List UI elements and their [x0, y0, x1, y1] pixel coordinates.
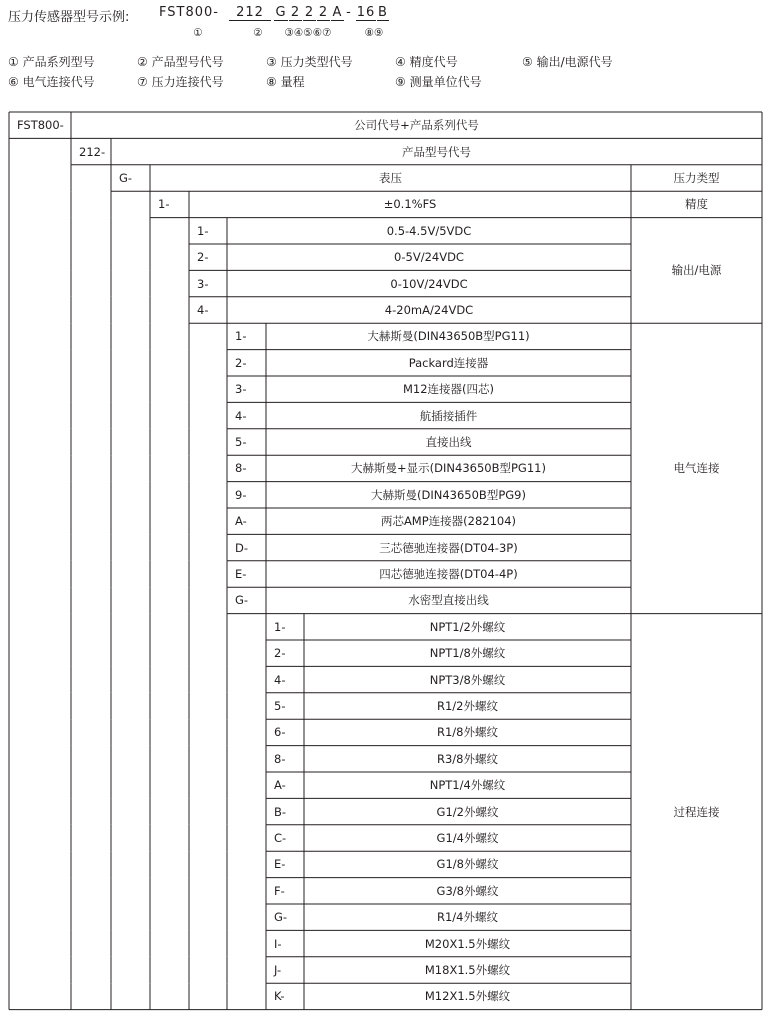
- series-desc: 公司代号+产品系列代号: [354, 118, 479, 133]
- category-pressure-type: 压力类型: [673, 171, 720, 185]
- process-code: A-: [274, 778, 286, 793]
- electrical-desc: 四芯德驰连接器(DT04-4P): [379, 567, 518, 581]
- process-desc: R1/2外螺纹: [437, 699, 498, 713]
- legend-item: ⑥ 电气连接代号: [8, 75, 95, 89]
- output-desc: 0-5V/24VDC: [394, 250, 464, 265]
- output-desc: 0.5-4.5V/5VDC: [386, 223, 472, 238]
- output-code: 2-: [197, 250, 209, 265]
- process-code: 8-: [274, 751, 286, 766]
- process-code: B-: [274, 804, 287, 819]
- electrical-code: 5-: [235, 435, 247, 449]
- electrical-desc: 两芯AMP连接器(282104): [380, 514, 517, 529]
- category-process: 过程连接: [673, 804, 720, 819]
- process-desc: NPT3/8外螺纹: [429, 672, 506, 687]
- process-desc: NPT1/4外螺纹: [429, 778, 506, 793]
- process-desc: M18X1.5外螺纹: [424, 963, 511, 977]
- process-code: 5-: [274, 699, 286, 713]
- process-code: C-: [274, 831, 287, 845]
- legend-item: ① 产品系列型号: [8, 55, 95, 69]
- process-desc: G3/8外螺纹: [436, 883, 499, 898]
- code-seg-dash: -: [346, 5, 352, 20]
- electrical-desc: Packard连接器: [408, 355, 489, 370]
- electrical-desc: 大赫斯曼(DIN43650B型PG9): [371, 487, 526, 502]
- pressure-type-desc: 表压: [379, 171, 402, 185]
- code-seg-unit: B: [378, 5, 388, 20]
- electrical-code: 8-: [235, 461, 247, 476]
- code-seg-series: FST800-: [159, 5, 219, 20]
- output-code: 4-: [197, 303, 209, 317]
- electrical-code: A-: [235, 514, 247, 529]
- process-desc: M12X1.5外螺纹: [424, 989, 511, 1004]
- model-desc: 产品型号代号: [402, 144, 471, 159]
- legend-item: ③ 压力类型代号: [266, 55, 353, 69]
- code-marker-3-7: ③④⑤⑥⑦: [284, 27, 332, 39]
- electrical-code: 9-: [235, 487, 247, 502]
- process-code: 4-: [274, 672, 286, 687]
- legend-item: ② 产品型号代号: [137, 55, 224, 69]
- category-accuracy: 精度: [685, 197, 708, 212]
- code-seg-accuracy: 2: [290, 5, 301, 20]
- example-title: 压力传感器型号示例:: [8, 10, 130, 25]
- legend-item: ⑨ 测量单位代号: [395, 75, 482, 89]
- output-desc: 4-20mA/24VDC: [384, 303, 474, 317]
- electrical-desc: 大赫斯曼(DIN43650B型PG11): [367, 329, 530, 344]
- process-code: E-: [274, 857, 286, 872]
- electrical-desc: 直接出线: [425, 435, 472, 449]
- process-desc: R3/8外螺纹: [437, 751, 498, 766]
- code-marker-8-9: ⑧⑨: [364, 27, 384, 39]
- electrical-code: G-: [235, 593, 249, 608]
- category-output: 输出/电源: [671, 263, 722, 278]
- category-electrical: 电气连接: [673, 461, 720, 476]
- process-code: J-: [274, 963, 282, 977]
- process-code: K-: [274, 989, 285, 1004]
- process-code: 6-: [274, 725, 286, 740]
- output-desc: 0-10V/24VDC: [390, 276, 468, 291]
- code-seg-pressure: G: [275, 5, 287, 20]
- output-code: 3-: [197, 276, 209, 291]
- electrical-desc: 大赫斯曼+显示(DIN43650B型PG11): [351, 461, 546, 476]
- electrical-desc: 三芯德驰连接器(DT04-3P): [379, 540, 518, 555]
- electrical-code: E-: [235, 567, 247, 581]
- process-desc: R1/8外螺纹: [437, 725, 498, 740]
- process-desc: NPT1/2外螺纹: [429, 619, 506, 634]
- accuracy-code: 1-: [158, 197, 170, 212]
- legend-item: ⑦ 压力连接代号: [137, 75, 224, 89]
- electrical-code: D-: [235, 540, 249, 555]
- output-code: 1-: [197, 223, 209, 238]
- legend-item: ⑧ 量程: [266, 75, 305, 89]
- electrical-desc: M12连接器(四芯): [402, 382, 495, 397]
- process-desc: G1/4外螺纹: [436, 831, 499, 845]
- process-desc: G1/2外螺纹: [436, 804, 499, 819]
- electrical-code: 1-: [235, 329, 247, 344]
- code-marker-2: ②: [253, 27, 263, 39]
- legend-item: ⑤ 输出/电源代号: [522, 55, 613, 69]
- electrical-code: 2-: [235, 355, 247, 370]
- electrical-desc: 水密型直接出线: [408, 593, 489, 608]
- code-marker-1: ①: [193, 27, 203, 39]
- process-desc: NPT1/8外螺纹: [429, 646, 506, 661]
- accuracy-desc: ±0.1%FS: [383, 197, 437, 212]
- process-code: F-: [274, 883, 285, 898]
- code-seg-electrical: 2: [318, 5, 329, 20]
- process-desc: R1/4外螺纹: [437, 910, 498, 925]
- process-code: 2-: [274, 646, 286, 661]
- process-desc: M20X1.5外螺纹: [424, 936, 511, 951]
- process-code: G-: [274, 910, 288, 925]
- pressure-type-code: G-: [119, 171, 133, 185]
- electrical-code: 3-: [235, 382, 247, 397]
- process-code: 1-: [274, 619, 286, 634]
- legend-item: ④ 精度代号: [395, 55, 458, 69]
- model-code: 212-: [79, 144, 106, 159]
- electrical-desc: 航插接插件: [419, 408, 478, 423]
- process-code: I-: [274, 936, 282, 951]
- code-seg-output: 2: [304, 5, 315, 20]
- code-seg-range: 16: [356, 5, 376, 20]
- electrical-code: 4-: [235, 408, 247, 423]
- series-code: FST800-: [17, 118, 64, 133]
- code-seg-process: A: [332, 5, 343, 20]
- code-seg-model: 212: [229, 5, 271, 21]
- process-desc: G1/8外螺纹: [436, 857, 499, 872]
